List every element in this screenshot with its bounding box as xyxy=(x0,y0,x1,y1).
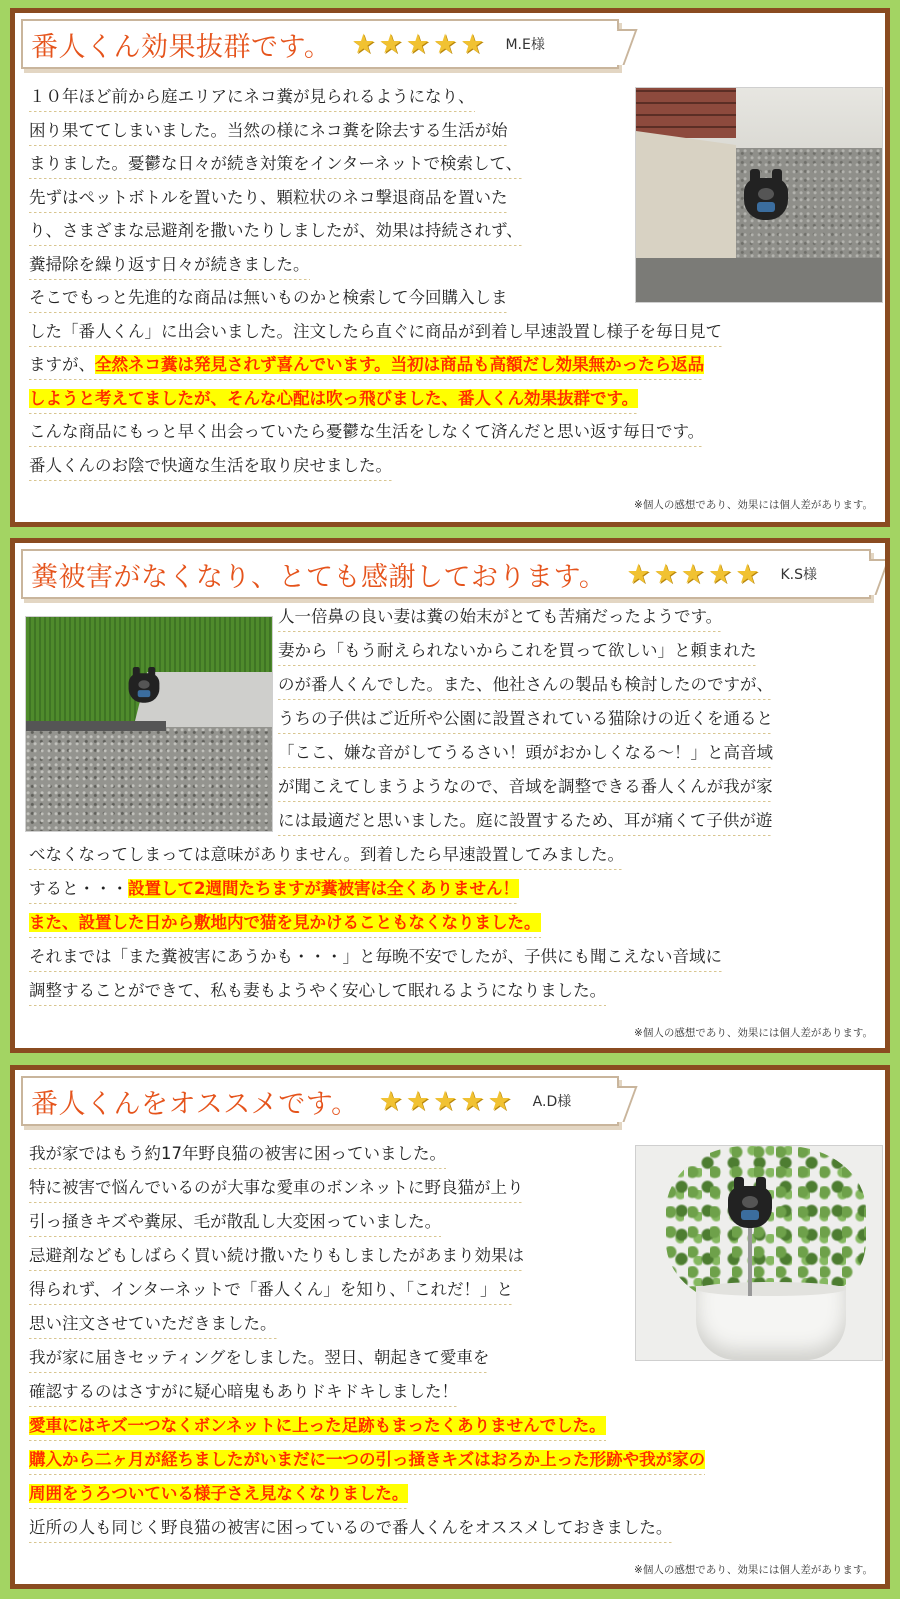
review-text: 人一倍鼻の良い妻は糞の始末がとても苦痛だったようです。 xyxy=(278,607,723,626)
rating-stars xyxy=(379,1086,515,1117)
review-text-line xyxy=(278,804,772,837)
review-text-line xyxy=(278,668,773,701)
highlighted-text: また、設置した日から敷地内で猫を見かけることもなくなりました。 xyxy=(29,913,541,932)
review-photo-potted-plant xyxy=(635,1145,883,1361)
review-text: 番人くんのお陰で快適な生活を取り戻せました。 xyxy=(29,455,392,475)
review-text: 得られず、インターネットで「番人くん」を知り、「これだ！」と xyxy=(29,1280,513,1299)
review-card-2 xyxy=(10,538,890,1053)
star-icon: ★ xyxy=(487,1085,512,1117)
review-text: 困り果ててしまいました。当然の様にネコ糞を除去する生活が始 xyxy=(29,120,508,140)
reviewer-name: M.E様 xyxy=(505,37,545,53)
star-icon: ★ xyxy=(378,28,403,60)
review-text-line xyxy=(278,736,773,769)
review-text: うちの子供はご近所や公園に設置されている猫除けの近くを通ると xyxy=(278,709,773,728)
reviewer-name: A.D様 xyxy=(532,1094,572,1110)
star-icon: ★ xyxy=(405,1085,431,1117)
review-text-line xyxy=(29,348,704,381)
review-text: 「ここ、嫌な音がしてうるさい！頭がおかしくなる～！」と高音域 xyxy=(278,743,773,762)
review-title: 糞被害がなくなり、とても感謝しております。 xyxy=(31,561,607,593)
review-text: すると・・・ xyxy=(29,879,128,898)
star-icon: ★ xyxy=(433,1085,458,1117)
star-icon: ★ xyxy=(735,558,760,590)
review-text: 忌避剤などもしばらく買い続け撒いたりもしましたがあまり効果は xyxy=(29,1246,524,1265)
review-text-line xyxy=(29,974,606,1007)
review-text-line xyxy=(29,1341,489,1374)
reviewer-name: K.S様 xyxy=(780,567,817,583)
highlighted-text: しようと考えてましたが、そんな心配は吹っ飛びました、番人くん効果抜群です。 xyxy=(29,388,639,408)
review-text: まりました。憂鬱な日々が続き対策をインターネットで検索して、 xyxy=(29,154,523,173)
review-text-line xyxy=(278,702,773,735)
review-text: ますが、 xyxy=(29,355,95,374)
highlighted-text: 周囲をうろついている様子さえ見なくなりました。 xyxy=(29,1484,409,1503)
review-text-line xyxy=(29,281,508,314)
review-text: には最適だと思いました。庭に設置するため、耳が痛くて子供が遊 xyxy=(278,811,773,830)
disclaimer-note: ※個人の感想であり、効果には個人差があります。 xyxy=(634,499,873,511)
review-title: 番人くん効果抜群です。 xyxy=(31,31,332,63)
review-text-line xyxy=(29,1409,606,1442)
review-text-line xyxy=(29,114,508,147)
device-icon xyxy=(728,1186,772,1228)
star-icon: ★ xyxy=(460,28,485,60)
review-title: 番人くんをオススメです。 xyxy=(31,1088,359,1120)
review-text: 我が家に届きセッティングをしました。翌日、朝起きて愛車を xyxy=(29,1348,490,1367)
highlighted-text: 購入から二ヶ月が経ちましたがいまだに一つの引っ掻きキズはおろか上った形跡や我が家の xyxy=(29,1450,706,1469)
review-text: した「番人くん」に出会いました。注文したら直ぐに商品が到着し早速設置し様子を毎日見て xyxy=(29,321,722,341)
review-header xyxy=(21,1076,619,1126)
review-text: それまでは「また糞被害にあうかも・・・」と毎晩不安でしたが、子供にも聞こえない音域に xyxy=(29,947,722,966)
star-icon: ★ xyxy=(433,28,458,60)
review-text: り、さまざまな忌避剤を撒いたりしましたが、効果は持続されず、 xyxy=(29,221,523,240)
review-header xyxy=(21,549,871,599)
star-icon: ★ xyxy=(378,1085,403,1117)
review-text-line xyxy=(29,906,541,939)
device-icon xyxy=(129,673,160,702)
highlighted-text: 愛車にはキズ一つなくボンネットに上った足跡もまったくありませんでした。 xyxy=(29,1416,606,1435)
rating-stars xyxy=(351,29,487,60)
review-photo-wall-gravel xyxy=(635,87,883,303)
review-photo-lawn-step xyxy=(25,616,273,832)
disclaimer-note: ※個人の感想であり、効果には個人差があります。 xyxy=(634,1564,873,1576)
review-card-3 xyxy=(10,1065,890,1589)
review-text-line xyxy=(278,770,773,803)
review-text-line xyxy=(278,600,722,633)
review-text-line xyxy=(29,415,704,448)
review-text-line xyxy=(29,181,508,214)
review-text-line xyxy=(29,80,475,113)
review-text: 確認するのはさすがに疑心暗鬼もありドキドキしました！ xyxy=(29,1382,458,1401)
highlighted-text: 全然ネコ糞は発見されず喜んでいます。当初は商品も高額だし効果無かったら返品 xyxy=(95,355,705,374)
review-text: 糞掃除を繰り返す日々が続きました。 xyxy=(29,254,310,274)
review-text: 先ずはペットボトルを置いたり、顆粒状のネコ撃退商品を置いた xyxy=(29,187,508,207)
review-text: こんな商品にもっと早く出会っていたら憂鬱な生活をしなくて済んだと思い返す毎日です。 xyxy=(29,422,705,441)
review-text: べなくなってしまっては意味がありません。到着したら早速設置してみました。 xyxy=(29,845,624,864)
review-text-line xyxy=(29,872,519,905)
review-text: 引っ掻きキズや糞尿、毛が散乱し大変困っていました。 xyxy=(29,1212,442,1231)
review-text-line xyxy=(29,248,310,281)
review-text-line xyxy=(29,1171,524,1204)
review-text: 特に被害で悩んでいるのが大事な愛車のボンネットに野良猫が上り xyxy=(29,1178,524,1197)
star-icon: ★ xyxy=(653,558,678,590)
highlighted-text: 設置して2週間たちますが糞被害は全くありません！ xyxy=(128,879,519,898)
review-text: １０年ほど前から庭エリアにネコ糞が見られるようになり、 xyxy=(29,87,475,106)
device-icon xyxy=(744,178,788,220)
review-text: が聞こえてしまうようなので、音域を調整できる番人くんが我が家 xyxy=(278,777,773,796)
review-text-line xyxy=(29,940,722,973)
disclaimer-note: ※個人の感想であり、効果には個人差があります。 xyxy=(634,1027,873,1039)
review-text-line xyxy=(29,1239,524,1272)
review-text-line xyxy=(29,1443,705,1476)
rating-stars xyxy=(626,559,762,590)
review-header xyxy=(21,19,619,69)
star-icon: ★ xyxy=(460,1085,485,1117)
review-text: 妻から「もう耐えられないからこれを買って欲しい」と頼まれた xyxy=(278,641,757,660)
review-text-line xyxy=(29,1205,441,1238)
review-text-line xyxy=(29,1137,446,1170)
review-text-line xyxy=(29,1273,513,1306)
review-text-line xyxy=(29,1477,408,1510)
review-text-line xyxy=(29,214,523,247)
review-card-1 xyxy=(10,8,890,527)
star-icon: ★ xyxy=(680,558,705,590)
review-text: 我が家ではもう約17年野良猫の被害に困っていました。 xyxy=(29,1144,446,1163)
star-icon: ★ xyxy=(626,558,651,590)
star-icon: ★ xyxy=(405,28,430,60)
review-text-line xyxy=(29,449,392,482)
review-text: 近所の人も同じく野良猫の被害に困っているので番人くんをオススメしておきました。 xyxy=(29,1518,673,1537)
review-text-line xyxy=(29,147,522,180)
review-text-line xyxy=(278,634,757,667)
review-text: 調整することができて、私も妻もようやく安心して眠れるようになりました。 xyxy=(29,981,607,1000)
review-text-line xyxy=(29,1375,458,1408)
review-text-line xyxy=(29,315,722,348)
review-text: のが番人くんでした。また、他社さんの製品も検討したのですが、 xyxy=(278,675,773,694)
star-icon: ★ xyxy=(351,28,376,60)
review-text-line xyxy=(29,838,624,871)
review-text-line xyxy=(29,382,638,415)
review-text-line xyxy=(29,1511,672,1544)
review-text-line xyxy=(29,1307,277,1340)
review-text: そこでもっと先進的な商品は無いものかと検索して今回購入しま xyxy=(29,288,508,307)
star-icon: ★ xyxy=(708,558,733,590)
review-text: 思い注文させていただきました。 xyxy=(29,1314,277,1333)
